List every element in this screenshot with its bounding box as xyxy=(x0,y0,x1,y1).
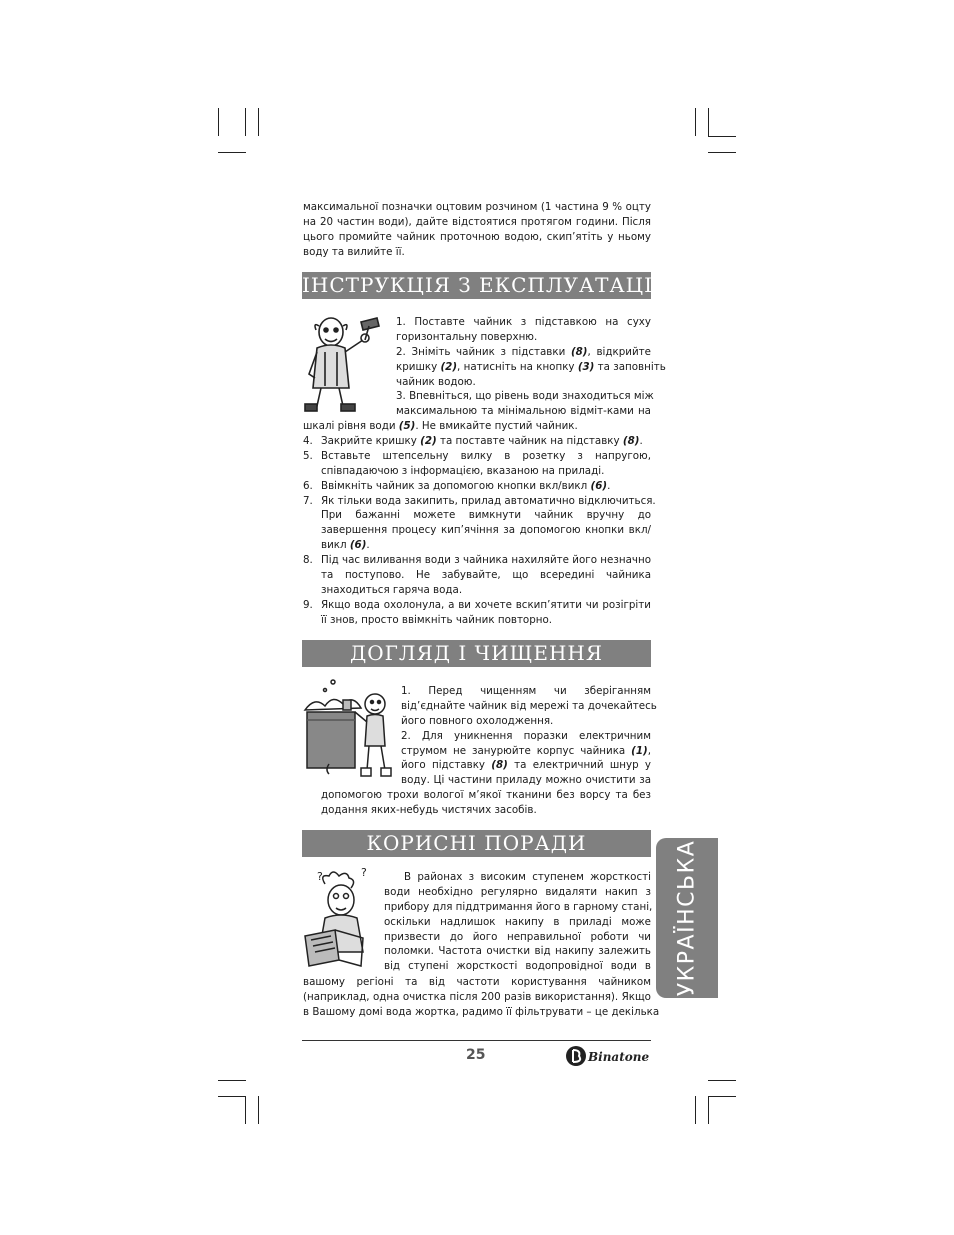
text-line: струмом не занурюйте корпус чайника (1), xyxy=(401,744,651,757)
operation-wrapped-full xyxy=(303,419,651,434)
care-full-text xyxy=(321,788,651,818)
text-line: викл (6). xyxy=(321,539,370,552)
list-item-number: 7. xyxy=(303,494,313,507)
crop-mark xyxy=(218,1080,246,1081)
list-item xyxy=(303,479,651,494)
text-line: її знов, просто ввімкніть чайник повторно. xyxy=(321,613,553,626)
text-line: При бажанні можете вимкнути чайник вручну до xyxy=(321,509,651,522)
svg-text:?: ? xyxy=(317,870,323,883)
text-line: поломки. Частота очистки від накипу залежить xyxy=(384,945,651,958)
text-line: горизонтальну поверхню. xyxy=(396,330,538,343)
text-line: чайник водою. xyxy=(396,375,476,388)
text-line: співпадаючою з інформацією, вказаною на приладі. xyxy=(321,464,605,477)
crop-mark xyxy=(695,108,696,136)
text-line: воду та вилийте її. xyxy=(303,245,405,258)
text-line: 1. Перед чищенням чи зберіганням xyxy=(401,685,651,697)
handyman-with-hammer-icon xyxy=(303,312,391,414)
crop-mark xyxy=(218,108,219,136)
list-item-number: 9. xyxy=(303,598,313,611)
crop-mark xyxy=(218,1096,246,1097)
list-item xyxy=(303,494,656,554)
section-title-tips: КОРИСНІ ПОРАДИ xyxy=(302,830,651,857)
text-line: Вставьте штепсельну вилку в розетку з напругою, xyxy=(321,449,651,462)
text-line: (наприклад, одна очистка після 200 разів використання). Якщо xyxy=(303,990,651,1003)
crop-mark xyxy=(218,152,246,153)
text-line: Якщо вода охолонула, а ви хочете вскип’ятити чи розігріти xyxy=(321,598,651,611)
text-line: води необхідно регулярно видаляти накип з xyxy=(384,885,651,898)
text-line: його підставку (8) та електричний шнур у xyxy=(401,759,651,772)
operation-steps-list xyxy=(303,434,656,628)
footer-rule xyxy=(302,1040,651,1041)
list-item-number: 6. xyxy=(303,479,313,492)
list-item xyxy=(303,598,651,628)
text-line: додання яких-небудь чистячих засобів. xyxy=(321,803,537,816)
text-line: від ступені жорсткості водопровідної води в xyxy=(384,960,651,973)
operation-wrapped-text xyxy=(396,315,666,419)
section-title-operation: ІНСТРУКЦІЯ З ЕКСПЛУАТАЦІЇ xyxy=(302,273,662,297)
text-line: шкалі рівня води (5). Не вмикайте пустий чайник. xyxy=(303,420,578,432)
text-line: завершення процесу кип’ячіння за допомогою кнопки вкл/ xyxy=(321,524,651,537)
text-line: Під час виливання води з чайника нахиляйте його незначно xyxy=(321,554,651,567)
text-line: В районах з високим ступенем жорсткості xyxy=(404,871,651,883)
language-side-tab-label: УКРАЇНСЬКА xyxy=(674,839,700,997)
text-line: оскільки надлишок накипу в приладі може xyxy=(384,915,651,928)
list-item-number: 4. xyxy=(303,435,313,447)
text-line: Як тільки вода закипить, прилад автоматично відключиться. xyxy=(321,494,656,507)
crop-mark xyxy=(258,1096,259,1124)
list-item-number: 8. xyxy=(303,554,313,567)
svg-text:?: ? xyxy=(361,866,367,879)
text-line: Ввімкніть чайник за допомогою кнопки вкл/викл (6). xyxy=(321,479,611,492)
language-side-tab xyxy=(656,838,718,998)
list-item xyxy=(303,449,651,479)
text-line: знаходиться гаряча вода. xyxy=(321,583,463,596)
confused-man-reading-book-icon xyxy=(303,866,379,970)
binatone-logo-icon xyxy=(565,1045,587,1067)
care-wrapped-text xyxy=(401,684,657,788)
list-item-number: 5. xyxy=(303,449,313,462)
text-line: 1. Поставте чайник з підставкою на суху xyxy=(396,316,651,328)
tips-wrapped-text xyxy=(384,870,651,974)
text-line: 3. Впевніться, що рівень води знаходиться між xyxy=(396,390,654,403)
text-line: та поступово. Не забувайте, що всередині чайника xyxy=(321,569,651,582)
crop-mark xyxy=(245,108,246,136)
list-item xyxy=(303,434,651,449)
intro-paragraph xyxy=(303,200,651,260)
text-line: воду. Ці частини приладу можно очистити за xyxy=(401,774,651,787)
crop-mark xyxy=(708,1080,736,1081)
man-washing-tub-icon xyxy=(303,676,395,780)
crop-mark xyxy=(708,1096,709,1124)
text-line: максимальною та мінімальною відміт-ками на xyxy=(396,405,651,418)
tips-full-text xyxy=(303,975,660,1020)
crop-mark xyxy=(708,1096,736,1097)
page-number: 25 xyxy=(466,1047,486,1063)
text-line: допомогою трохи вологої м’якої тканини без ворсу та без xyxy=(321,789,651,801)
list-item xyxy=(303,553,651,598)
text-line: прибору для піддтримання його в гарному стані, xyxy=(384,900,653,913)
text-line: цього промийте чайник проточною водою, скип’ятіть у ньому xyxy=(303,230,651,243)
section-title-care: ДОГЛЯД І ЧИЩЕННЯ xyxy=(302,640,651,667)
text-line: 2. Для уникнення поразки електричним xyxy=(401,729,651,742)
text-line: призвести до його неправильної роботи чи xyxy=(384,930,651,943)
crop-mark xyxy=(695,1096,696,1124)
text-line: максимальної позначки оцтовим розчином (1 частина 9 % оцту xyxy=(303,201,651,213)
text-line: Закрийте кришку (2) та поставте чайник на підставку (8). xyxy=(321,435,643,447)
crop-mark xyxy=(245,1096,246,1124)
text-line: його повного охолодження. xyxy=(401,714,554,727)
crop-mark xyxy=(258,108,259,136)
text-line: від’єднайте чайник від мережі та дочекайтесь xyxy=(401,699,657,712)
crop-mark xyxy=(708,136,736,137)
brand-name: Binatone xyxy=(588,1050,650,1064)
text-line: 2. Зніміть чайник з підставки (8), відкрийте xyxy=(396,345,651,358)
text-line: в Вашому домі вода жортка, радимо її фільтрувати – це декілька xyxy=(303,1005,660,1018)
text-line: на 20 частин води), дайте відстоятися протягом години. Після xyxy=(303,215,651,228)
text-line: кришку (2), натисніть на кнопку (3) та заповніть xyxy=(396,360,666,373)
text-line: вашому регіоні та від частоти користування чайником xyxy=(303,976,651,988)
crop-mark xyxy=(708,152,736,153)
crop-mark xyxy=(708,108,709,136)
